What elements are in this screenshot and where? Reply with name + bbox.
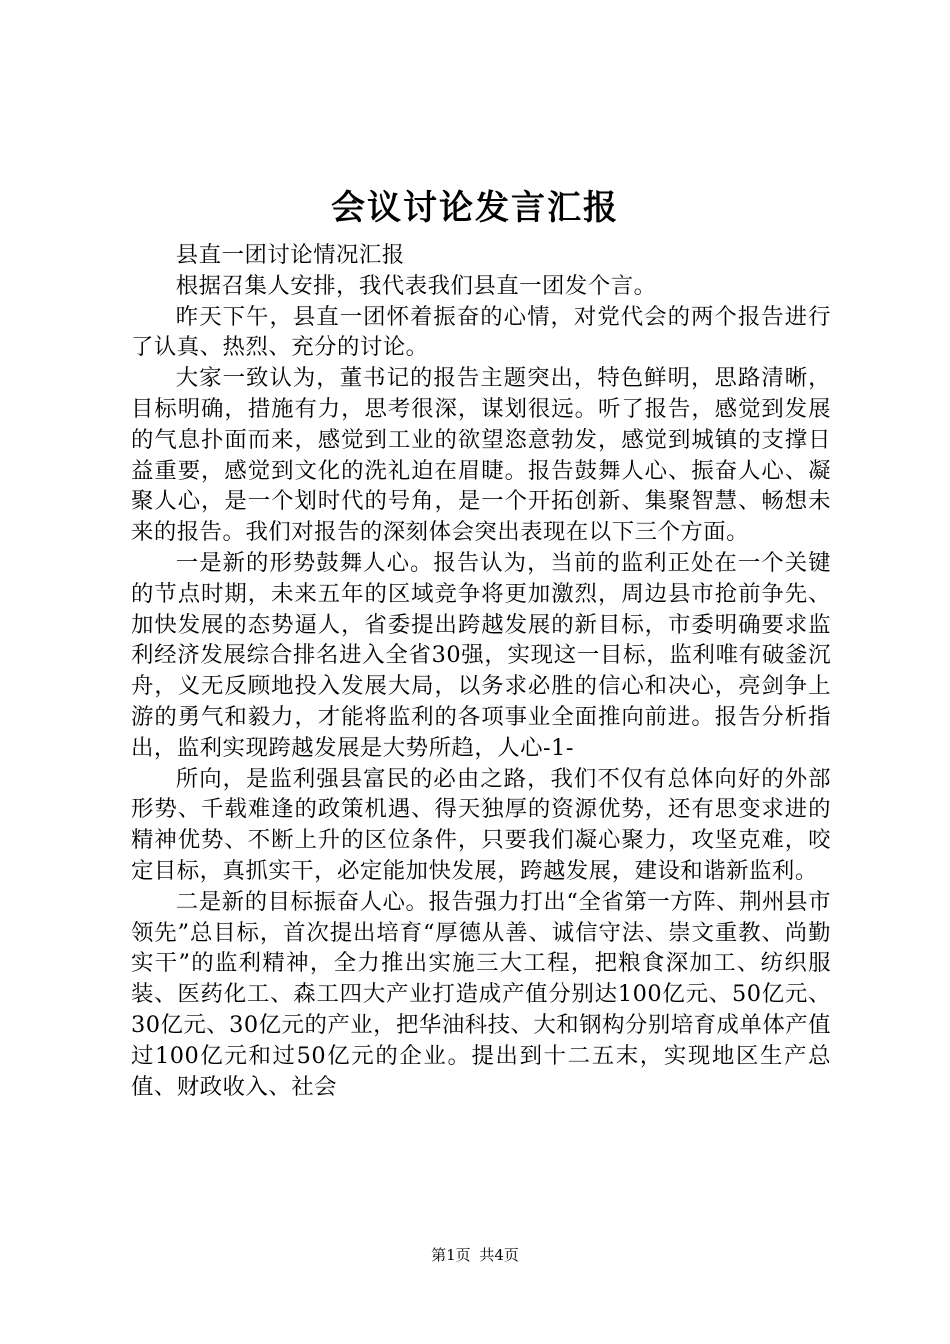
page-number: 第1页	[431, 1246, 471, 1264]
paragraph-point-one: 一是新的形势鼓舞人心。报告认为，当前的监利正处在一个关键的节点时期，未来五年的区域竞争将更加激烈，周边县市抢前争先、加快发展的态势逼人，省委提出跨越发展的新目标，市委明确要求监利经济发展综合排名进入全省30强，实现这一目标，监利唯有破釜沉舟，义无反顾地投入发展大局，以务求必胜的信心和决心，亮剑争上游的勇气和毅力，才能将监利的各项事业全面推向前进。报告分析指出，监利实现跨越发展是大势所趋，人心-1-	[131, 549, 831, 761]
paragraph-intro: 根据召集人安排，我代表我们县直一团发个言。	[175, 272, 657, 299]
document-body	[131, 240, 831, 1102]
paragraph-point-two: 二是新的目标振奋人心。报告强力打出“全省第一方阵、荆州县市领先”总目标，首次提出培育“厚德从善、诚信守法、崇文重教、尚勤实干”的监利精神，全力推出实施三大工程，把粮食深加工、纺织服装、医药化工、森工四大产业打造成产值分别达100亿元、50亿元、30亿元、30亿元的产业，把华油科技、大和钢构分别培育成单体产值过100亿元和过50亿元的企业。提出到十二五末，实现地区生产总值、财政收入、社会	[131, 888, 831, 1100]
paragraph-subtitle: 县直一团讨论情况汇报	[175, 242, 405, 268]
document-title: 会议讨论发言汇报	[331, 188, 619, 228]
paragraph-consensus: 大家一致认为，董书记的报告主题突出，特色鲜明，思路清晰，目标明确，措施有力，思考很深，谋划很远。听了报告，感觉到发展的气息扑面而来，感觉到工业的欲望恣意勃发，感觉到城镇的支撑日益重要，感觉到文化的洗礼迫在眉睫。报告鼓舞人心、振奋人心、凝聚人心，是一个划时代的号角，是一个开拓创新、集聚智慧、畅想未来的报告。我们对报告的深刻体会突出表现在以下三个方面。	[131, 365, 831, 546]
page-total: 共4页	[479, 1246, 519, 1264]
paragraph-point-one-continued: 所向，是监利强县富民的必由之路，我们不仅有总体向好的外部形势、千载难逢的政策机遇、得天独厚的资源优势，还有思变求进的精神优势、不断上升的区位条件，只要我们凝心聚力，攻坚克难，咬定目标，真抓实干，必定能加快发展，跨越发展，建设和谐新监利。	[131, 765, 831, 884]
paragraph-discussion: 昨天下午，县直一团怀着振奋的心情，对党代会的两个报告进行了认真、热烈、充分的讨论。	[131, 303, 831, 361]
page-footer	[0, 1245, 950, 1265]
